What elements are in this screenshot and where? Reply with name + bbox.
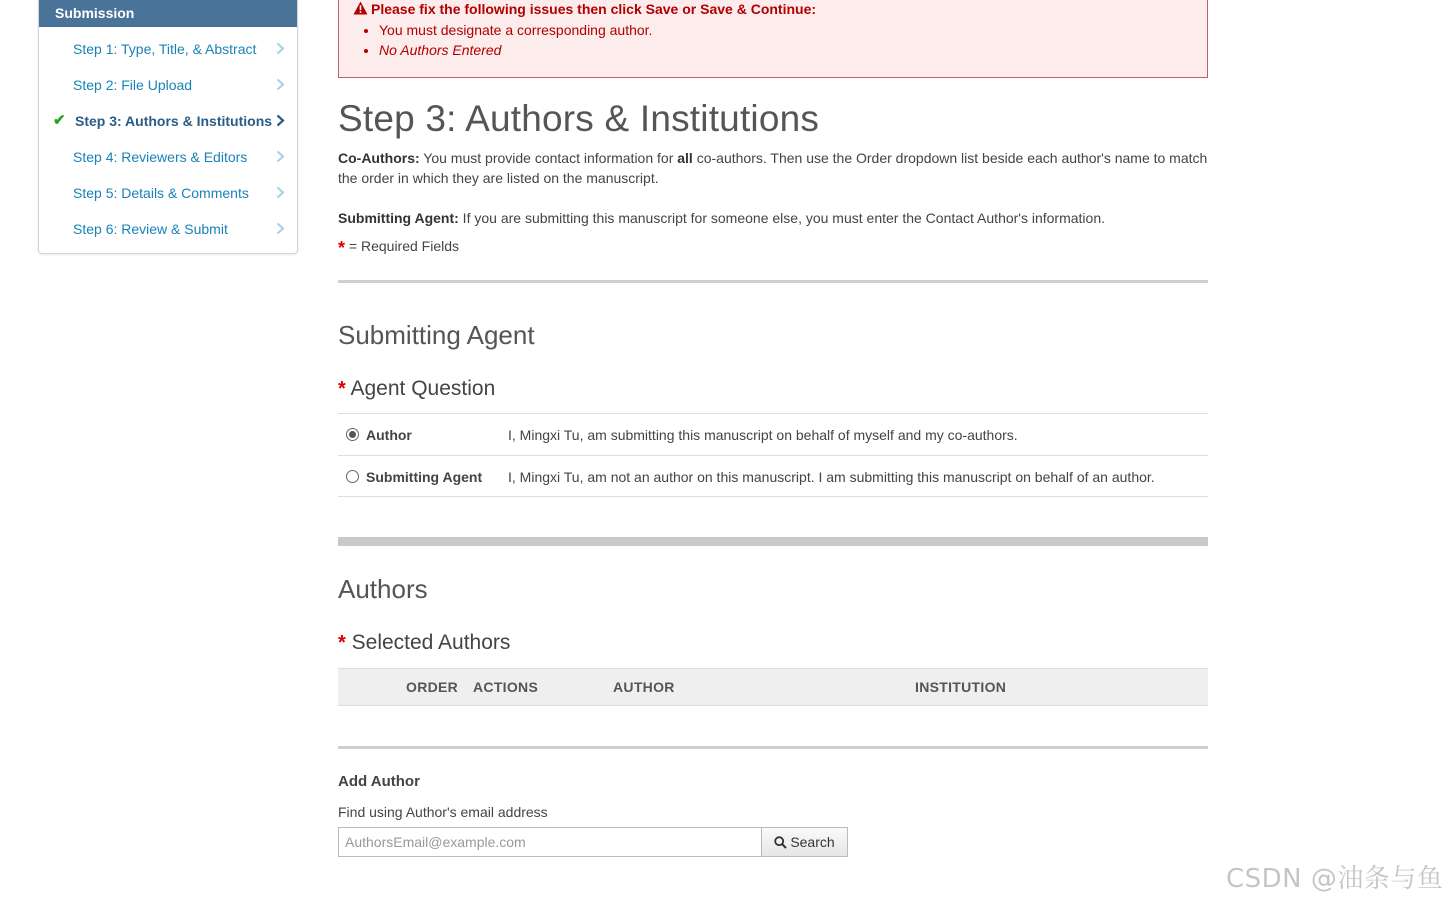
error-item: • You must designate a corresponding author. (379, 20, 1207, 40)
column-institution[interactable]: INSTITUTION (915, 679, 1007, 695)
coauthors-instructions (338, 148, 1208, 188)
chevron-right-icon (274, 175, 288, 211)
chevron-right-icon (274, 67, 288, 103)
csdn-watermark: CSDN @油条与鱼 (1226, 864, 1444, 894)
required-fields-note (338, 238, 1208, 259)
page-title: Step 3: Authors & Institutions (338, 98, 820, 139)
agent-instructions (338, 208, 1208, 228)
chevron-right-icon (274, 31, 288, 67)
add-author-title: Add Author (338, 773, 420, 790)
option-author-label: Author (366, 427, 412, 443)
submitting-agent-title: Submitting Agent (338, 320, 535, 350)
radio-author[interactable] (346, 428, 359, 441)
sidebar-item-step6[interactable] (39, 211, 297, 247)
selected-authors-label: Selected Authors (351, 631, 511, 654)
option-agent-label: Submitting Agent (366, 469, 483, 485)
agent-question-title (338, 376, 1208, 402)
error-title-text: Please fix the following issues then click Save or Save & Continue: (371, 1, 817, 17)
sidebar-item-step4[interactable] (39, 139, 297, 175)
radio-submitting-agent[interactable] (346, 470, 359, 483)
search-button-label: Search (790, 834, 835, 850)
error-item: • No Authors Entered (379, 40, 1207, 60)
coauthors-text-2: co-authors. Then use the Order dropdown list beside each author's name to match the order in which they are listed on the manuscript. (338, 150, 1208, 186)
option-submitting-agent[interactable] (338, 455, 1208, 497)
agent-question-label: Agent Question (350, 377, 496, 400)
warning-icon (353, 1, 368, 19)
option-agent-description: I, Mingxi Tu, am not an author on this manuscript. I am submitting this manuscript on behalf of an author. (508, 469, 1155, 485)
sidebar-item-label: Step 4: Reviewers & Editors (73, 149, 248, 165)
sidebar-steps (39, 27, 297, 247)
chevron-right-icon (274, 211, 288, 247)
error-alert (338, 0, 1208, 78)
agent-text: If you are submitting this manuscript for someone else, you must enter the Contact Author's information. (458, 210, 1106, 226)
column-author[interactable]: AUTHOR (613, 679, 675, 695)
coauthors-all: all (677, 150, 693, 166)
section-divider (338, 746, 1208, 749)
required-star: * (338, 238, 346, 258)
required-text: = Required Fields (345, 238, 460, 254)
chevron-right-icon (274, 103, 288, 139)
checkmark-icon: ✔ (53, 112, 66, 129)
coauthors-label: Co-Authors: (338, 150, 420, 166)
error-title (353, 0, 1207, 18)
selected-authors-title (338, 630, 1208, 656)
main-content (338, 0, 1208, 857)
author-email-input[interactable] (338, 827, 762, 857)
option-author[interactable] (338, 413, 1208, 455)
chevron-right-icon (274, 139, 288, 175)
search-icon (774, 836, 787, 849)
sidebar-item-step5[interactable] (39, 175, 297, 211)
submission-sidebar (38, 0, 298, 254)
sidebar-item-label: Step 6: Review & Submit (73, 221, 228, 237)
sidebar-item-label: Step 3: Authors & Institutions (75, 113, 273, 129)
sidebar-item-label: Step 2: File Upload (73, 77, 193, 93)
agent-options (338, 413, 1208, 497)
sidebar-item-label: Step 1: Type, Title, & Abstract (73, 41, 257, 57)
sidebar-item-step3[interactable] (39, 103, 297, 139)
required-star: * (338, 632, 346, 654)
sidebar-header: Submission (39, 0, 297, 27)
agent-label: Submitting Agent: (338, 210, 459, 226)
authors-table-header (338, 668, 1208, 706)
section-divider (338, 280, 1208, 283)
section-divider-thick (338, 537, 1208, 546)
search-button[interactable] (761, 827, 848, 857)
option-author-description: I, Mingxi Tu, am submitting this manuscript on behalf of myself and my co-authors. (508, 427, 1018, 443)
required-star: * (338, 378, 346, 400)
coauthors-text-1: You must provide contact information for (419, 150, 678, 166)
column-actions: ACTIONS (473, 679, 539, 695)
author-search-row (338, 827, 1208, 857)
error-list (353, 20, 1207, 60)
column-order[interactable]: ORDER (406, 679, 459, 695)
sidebar-item-step1[interactable] (39, 31, 297, 67)
sidebar-item-step2[interactable] (39, 67, 297, 103)
sidebar-item-label: Step 5: Details & Comments (73, 185, 249, 201)
authors-title: Authors (338, 574, 428, 604)
find-author-label: Find using Author's email address (338, 804, 548, 820)
